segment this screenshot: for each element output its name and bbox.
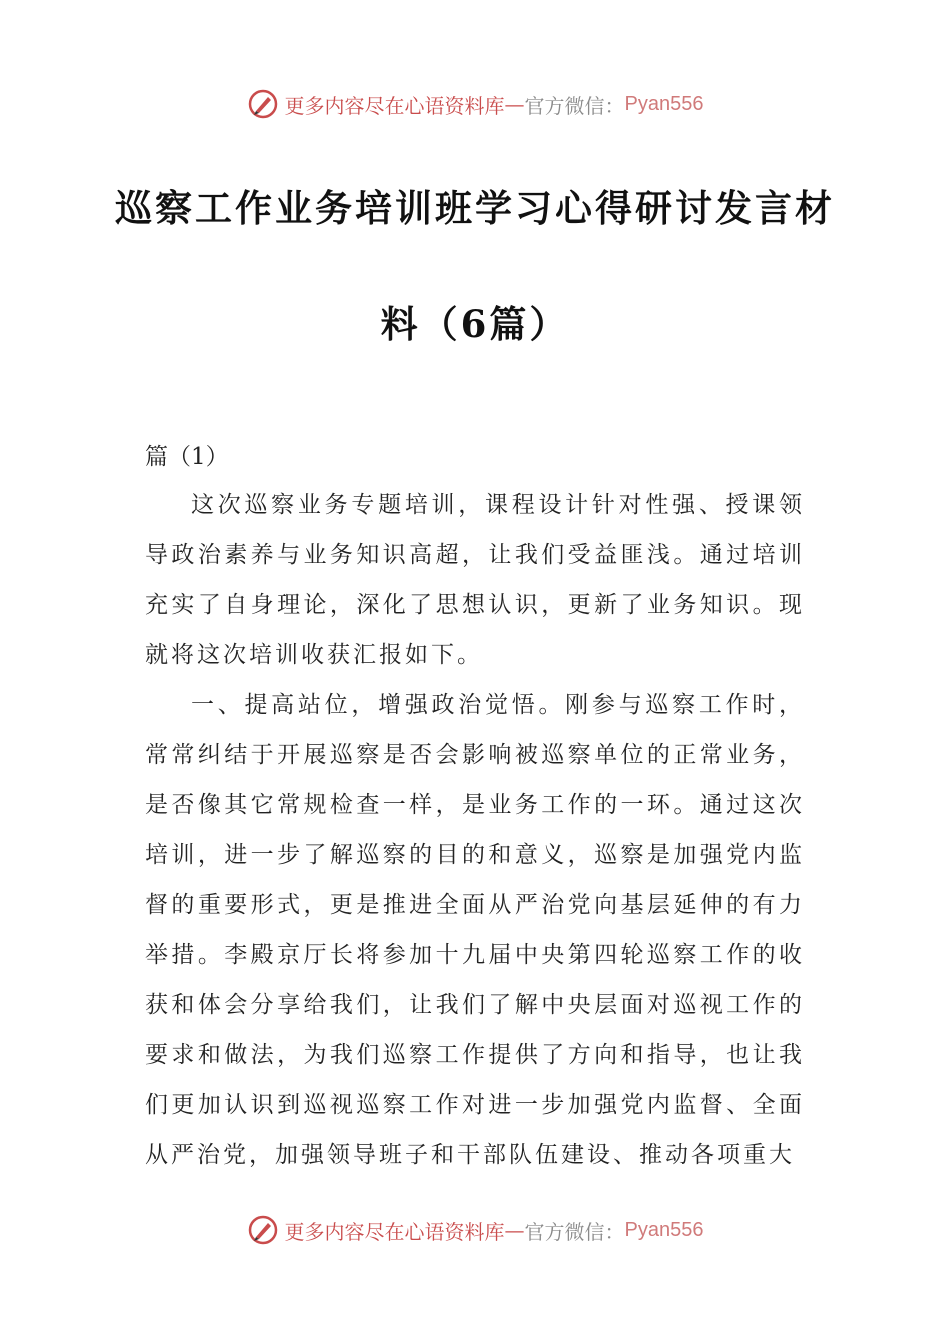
document-title-line-2: 料（6篇）	[380, 302, 570, 346]
paragraph-intro: 这次巡察业务专题培训，课程设计针对性强、授课领导政治素养与业务知识高超，让我们受益匪浅。通过培训充实了自身理论，深化了思想认识，更新了业务知识。现就将这次培训收获汇报如下。	[145, 492, 805, 668]
banner-wechat-label: 官方微信：	[524, 93, 625, 118]
header-watermark	[0, 84, 950, 124]
footer-watermark	[0, 1210, 950, 1250]
banner-wechat-label: 官方微信：	[524, 1219, 625, 1244]
banner-site-text: 更多内容尽在心语资料库	[284, 1219, 505, 1244]
banner-handle: Pyan556	[624, 1218, 704, 1241]
pen-logo-icon	[247, 1214, 279, 1246]
section-label: 篇（1）	[145, 444, 229, 470]
pen-logo-icon	[247, 88, 279, 120]
banner-separator: —	[504, 92, 525, 116]
document-title-line-1: 巡察工作业务培训班学习心得研讨发言材	[115, 186, 835, 230]
banner-site-text: 更多内容尽在心语资料库	[284, 93, 505, 118]
banner-separator: —	[504, 1218, 525, 1242]
banner-handle: Pyan556	[624, 92, 704, 115]
paragraph-point-one: 一、提高站位，增强政治觉悟。刚参与巡察工作时，常常纠结于开展巡察是否会影响被巡察单位的正常业务，是否像其它常规检查一样，是业务工作的一环。通过这次培训，进一步了解巡察的目的和意义，巡察是加强党内监督的重要形式，更是推进全面从严治党向基层延伸的有力举措。李殿京厅长将参加十九届中央第四轮巡察工作的收获和体会分享给我们，让我们了解中央层面对巡视工作的要求和做法，为我们巡察工作提供了方向和指导，也让我们更加认识到巡视巡察工作对进一步加强党内监督、全面从严治党，加强领导班子和干部队伍建设、推动各项重大	[145, 692, 805, 1168]
